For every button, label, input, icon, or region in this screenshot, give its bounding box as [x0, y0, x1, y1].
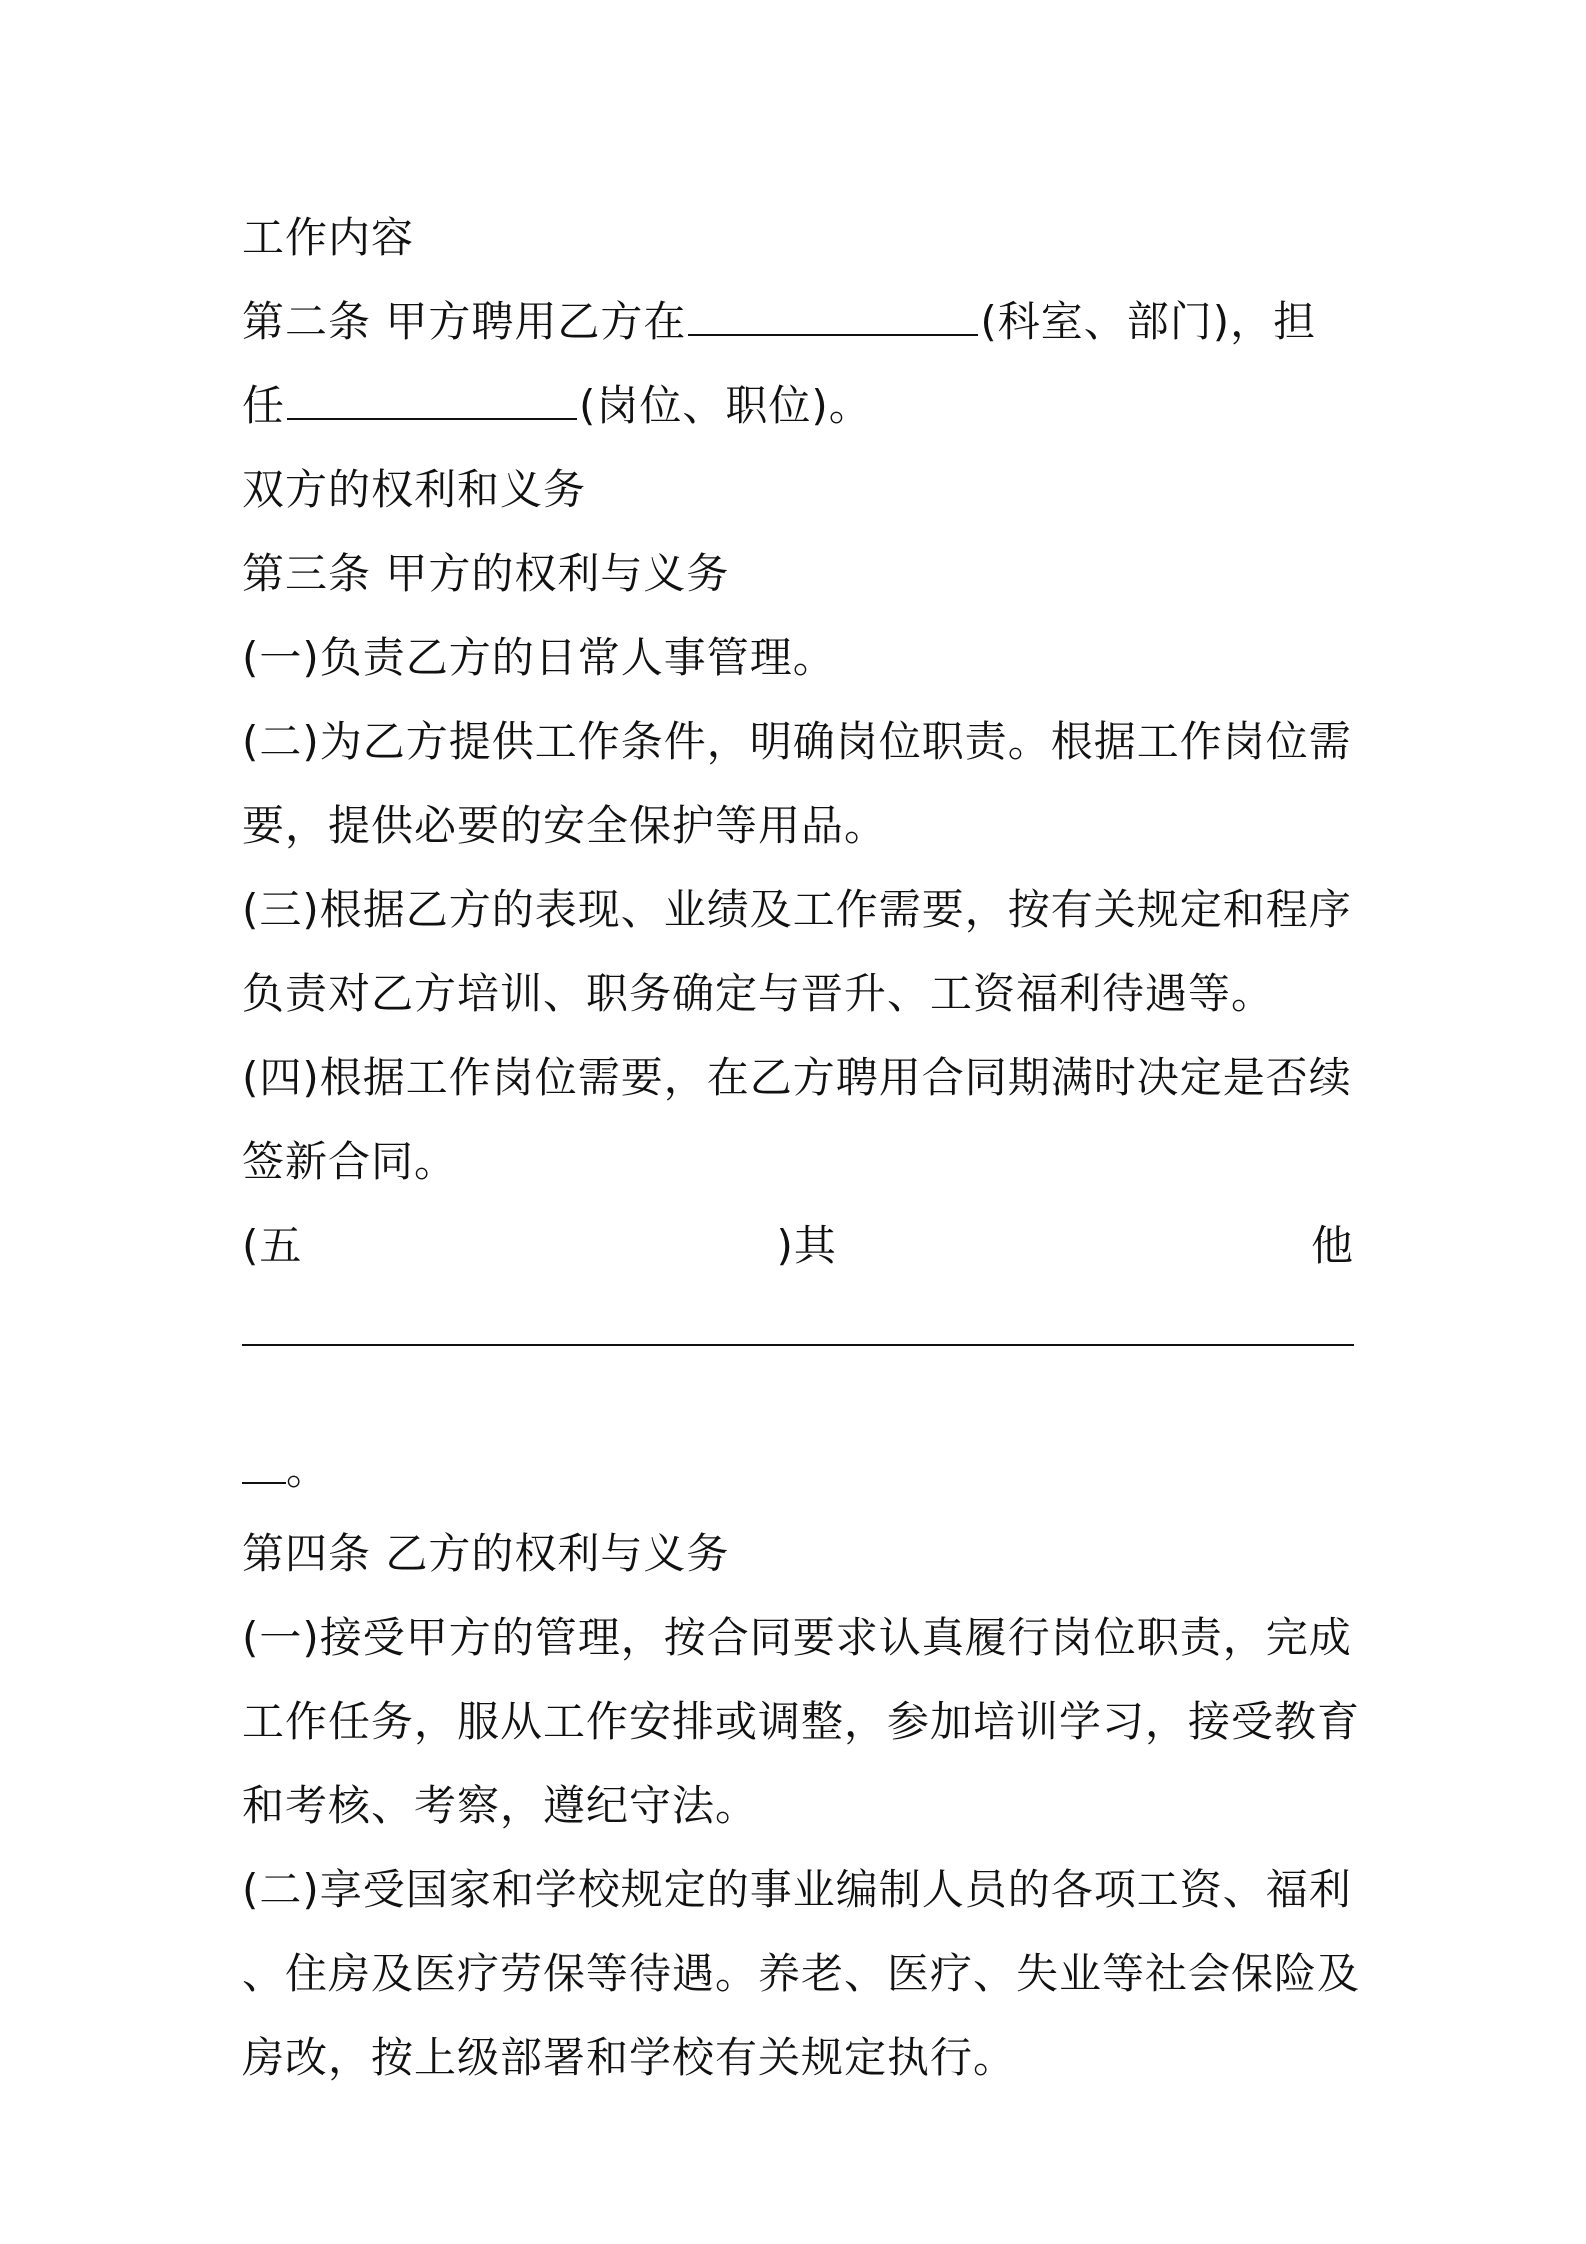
- article-4-item-2-line-2: 、住房及医疗劳保等待遇。养老、医疗、失业等社会保险及: [242, 1949, 1361, 1998]
- article-3-item-4-line-2: 签新合同。: [242, 1137, 458, 1186]
- article-3-item-2-line-2: 要，提供必要的安全保护等用品。: [242, 801, 888, 850]
- article-4-title: 第四条 乙方的权利与义务: [242, 1529, 730, 1578]
- article-3-title: 第三条 甲方的权利与义务: [242, 549, 730, 598]
- heading-work-content: 工作内容: [242, 213, 415, 262]
- article-2-text-d: (岗位、职位)。: [579, 381, 872, 430]
- article-3-item-1: (一)负责乙方的日常人事管理。: [242, 633, 836, 682]
- other-blank-line: [242, 1344, 1354, 1346]
- position-blank: [287, 380, 577, 420]
- article-2-line-1: [242, 280, 1354, 364]
- article-3-item-3-line-2: 负责对乙方培训、职务确定与晋升、工资福利待遇等。: [242, 969, 1275, 1018]
- article-2-line-2: [242, 364, 1354, 448]
- article-3-item-5-line: [242, 1204, 1354, 1288]
- department-blank: [688, 296, 978, 336]
- other-blank-end: 。: [286, 1445, 330, 1494]
- article-2-text-c: 任: [242, 381, 286, 430]
- article-4-item-1-line-2: 工作任务，服从工作安排或调整，参加培训学习，接受教育: [242, 1697, 1361, 1746]
- article-3-item-3-line-1: (三)根据乙方的表现、业绩及工作需要，按有关规定和程序: [242, 885, 1352, 934]
- item-5-part-2: )其: [776, 1221, 837, 1270]
- item-5-part-1: (五: [242, 1221, 303, 1270]
- article-4-item-2-line-1: (二)享受国家和学校规定的事业编制人员的各项工资、福利: [242, 1865, 1352, 1914]
- article-4-item-1-line-3: 和考核、考察，遵纪守法。: [242, 1781, 759, 1830]
- article-2-text-b: (科室、部门)，担: [980, 297, 1317, 346]
- heading-rights-duties: 双方的权利和义务: [242, 465, 587, 514]
- other-blank-tail-line: [242, 1428, 1354, 1512]
- article-4-item-2-line-3: 房改，按上级部署和学校有关规定执行。: [242, 2033, 1017, 2082]
- document-page: [242, 196, 1361, 2100]
- other-blank-tail: [242, 1444, 286, 1484]
- item-5-part-3: 他: [1310, 1221, 1354, 1270]
- article-2-text-a: 第二条 甲方聘用乙方在: [242, 297, 687, 346]
- other-blank-row: [242, 1344, 1354, 1428]
- article-3-item-4-line-1: (四)根据工作岗位需要，在乙方聘用合同期满时决定是否续: [242, 1053, 1352, 1102]
- article-3-item-2-line-1: (二)为乙方提供工作条件，明确岗位职责。根据工作岗位需: [242, 717, 1352, 766]
- article-4-item-1-line-1: (一)接受甲方的管理，按合同要求认真履行岗位职责，完成: [242, 1613, 1352, 1662]
